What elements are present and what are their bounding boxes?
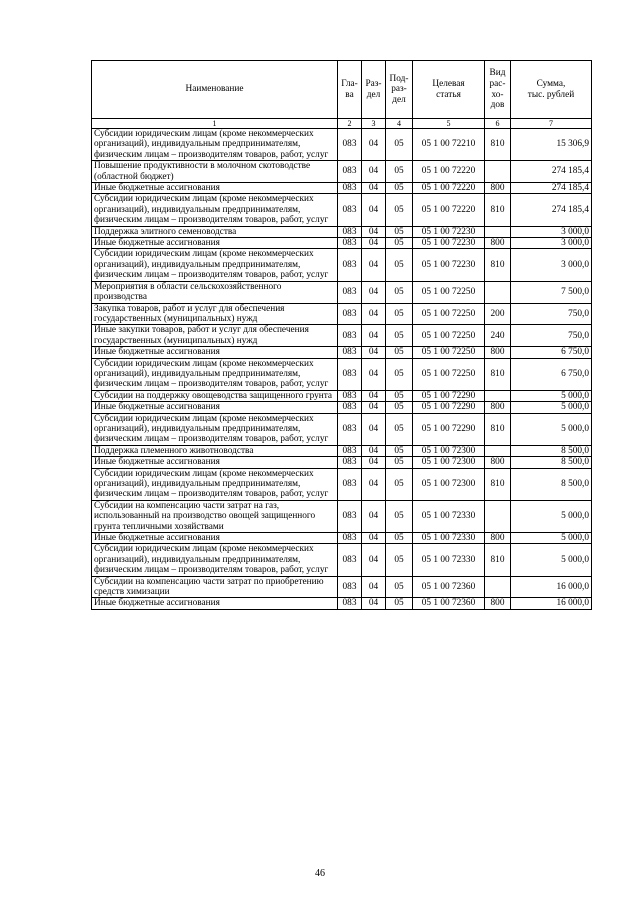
cell-subsection: 05 — [386, 249, 413, 281]
cell-sum: 750,0 — [511, 325, 592, 347]
cell-sum: 5 000,0 — [511, 402, 592, 413]
cell-chapter: 083 — [338, 325, 362, 347]
cell-sum: 3 000,0 — [511, 226, 592, 237]
cell-subsection: 05 — [386, 468, 413, 500]
header-target: Целевая статья — [413, 61, 485, 119]
cell-expense-type: 810 — [485, 468, 511, 500]
cell-chapter: 083 — [338, 129, 362, 161]
column-number: 3 — [362, 119, 386, 129]
cell-section: 04 — [362, 194, 386, 226]
cell-target: 05 1 00 72250 — [413, 358, 485, 390]
page-number: 46 — [315, 868, 325, 879]
table-row — [92, 325, 592, 347]
cell-chapter: 083 — [338, 303, 362, 325]
table-row — [92, 500, 592, 532]
column-number: 6 — [485, 119, 511, 129]
cell-subsection: 05 — [386, 303, 413, 325]
cell-expense-type — [485, 576, 511, 598]
column-number: 4 — [386, 119, 413, 129]
cell-expense-type: 800 — [485, 402, 511, 413]
header-section: Раз- дел — [362, 61, 386, 119]
cell-expense-type: 810 — [485, 358, 511, 390]
cell-expense-type: 810 — [485, 194, 511, 226]
cell-sum: 8 500,0 — [511, 457, 592, 468]
cell-subsection: 05 — [386, 598, 413, 609]
column-number: 5 — [413, 119, 485, 129]
table-body — [92, 129, 592, 610]
table-row — [92, 194, 592, 226]
cell-name: Иные бюджетные ассигнования — [92, 598, 338, 609]
cell-chapter: 083 — [338, 576, 362, 598]
cell-chapter: 083 — [338, 500, 362, 532]
header-name: Наименование — [92, 61, 338, 119]
cell-name: Мероприятия в области сельскохозяйственного производства — [92, 281, 338, 303]
cell-expense-type: 810 — [485, 129, 511, 161]
cell-subsection: 05 — [386, 161, 413, 183]
cell-target: 05 1 00 72230 — [413, 238, 485, 249]
table-row — [92, 576, 592, 598]
cell-sum: 3 000,0 — [511, 238, 592, 249]
cell-section: 04 — [362, 129, 386, 161]
cell-expense-type: 200 — [485, 303, 511, 325]
cell-name: Закупка товаров, работ и услуг для обеспечения государственных (муниципальных) нужд — [92, 303, 338, 325]
cell-name: Иные бюджетные ассигнования — [92, 238, 338, 249]
cell-target: 05 1 00 72220 — [413, 161, 485, 183]
cell-subsection: 05 — [386, 238, 413, 249]
table-row — [92, 129, 592, 161]
table-row — [92, 249, 592, 281]
cell-section: 04 — [362, 358, 386, 390]
header-subsection: Под- раз- дел — [386, 61, 413, 119]
table-row — [92, 413, 592, 445]
cell-section: 04 — [362, 347, 386, 358]
column-number: 2 — [338, 119, 362, 129]
cell-section: 04 — [362, 238, 386, 249]
cell-expense-type: 800 — [485, 598, 511, 609]
cell-chapter: 083 — [338, 183, 362, 194]
column-number-row — [92, 119, 592, 129]
cell-subsection: 05 — [386, 347, 413, 358]
cell-subsection: 05 — [386, 281, 413, 303]
cell-sum: 5 000,0 — [511, 390, 592, 401]
cell-name: Иные бюджетные ассигнования — [92, 402, 338, 413]
cell-expense-type: 810 — [485, 413, 511, 445]
table-row — [92, 598, 592, 609]
cell-section: 04 — [362, 161, 386, 183]
cell-expense-type: 240 — [485, 325, 511, 347]
cell-sum: 3 000,0 — [511, 249, 592, 281]
cell-expense-type: 800 — [485, 347, 511, 358]
cell-name: Поддержка племенного животноводства — [92, 445, 338, 456]
cell-section: 04 — [362, 249, 386, 281]
cell-name: Повышение продуктивности в молочном скотоводстве (областной бюджет) — [92, 161, 338, 183]
cell-subsection: 05 — [386, 358, 413, 390]
cell-name: Субсидии юридическим лицам (кроме некоммерческих организаций), индивидуальным предпринимателям, физическим лицам – производителям товаров, работ, услуг — [92, 249, 338, 281]
cell-expense-type — [485, 226, 511, 237]
cell-target: 05 1 00 72330 — [413, 544, 485, 576]
cell-expense-type — [485, 281, 511, 303]
cell-subsection: 05 — [386, 544, 413, 576]
cell-expense-type: 810 — [485, 249, 511, 281]
cell-name: Иные закупки товаров, работ и услуг для обеспечения государственных (муниципальных) нужд — [92, 325, 338, 347]
cell-section: 04 — [362, 281, 386, 303]
cell-chapter: 083 — [338, 413, 362, 445]
header-sum: Сумма, тыс. рублей — [511, 61, 592, 119]
cell-subsection: 05 — [386, 194, 413, 226]
cell-subsection: 05 — [386, 226, 413, 237]
cell-subsection: 05 — [386, 533, 413, 544]
cell-chapter: 083 — [338, 347, 362, 358]
cell-target: 05 1 00 72290 — [413, 413, 485, 445]
cell-name: Субсидии юридическим лицам (кроме некоммерческих организаций), индивидуальным предпринимателям, физическим лицам – производителям товаров, работ, услуг — [92, 544, 338, 576]
cell-expense-type: 810 — [485, 544, 511, 576]
cell-name: Субсидии юридическим лицам (кроме некоммерческих организаций), индивидуальным предпринимателям, физическим лицам – производителям товаров, работ, услуг — [92, 129, 338, 161]
cell-chapter: 083 — [338, 161, 362, 183]
cell-section: 04 — [362, 390, 386, 401]
table-row — [92, 226, 592, 237]
cell-section: 04 — [362, 226, 386, 237]
cell-subsection: 05 — [386, 457, 413, 468]
table-row — [92, 183, 592, 194]
cell-expense-type: 800 — [485, 183, 511, 194]
cell-target: 05 1 00 72250 — [413, 325, 485, 347]
cell-name: Иные бюджетные ассигнования — [92, 533, 338, 544]
cell-section: 04 — [362, 533, 386, 544]
table-row — [92, 390, 592, 401]
cell-name: Иные бюджетные ассигнования — [92, 347, 338, 358]
header-expense-type: Вид рас- хо- дов — [485, 61, 511, 119]
cell-expense-type — [485, 500, 511, 532]
table-row — [92, 347, 592, 358]
cell-target: 05 1 00 72250 — [413, 281, 485, 303]
cell-chapter: 083 — [338, 544, 362, 576]
cell-chapter: 083 — [338, 390, 362, 401]
cell-section: 04 — [362, 468, 386, 500]
cell-section: 04 — [362, 576, 386, 598]
cell-subsection: 05 — [386, 445, 413, 456]
cell-subsection: 05 — [386, 402, 413, 413]
cell-expense-type — [485, 390, 511, 401]
cell-section: 04 — [362, 303, 386, 325]
cell-sum: 16 000,0 — [511, 598, 592, 609]
cell-chapter: 083 — [338, 445, 362, 456]
table-row — [92, 303, 592, 325]
cell-sum: 8 500,0 — [511, 468, 592, 500]
table-row — [92, 533, 592, 544]
column-number: 7 — [511, 119, 592, 129]
cell-subsection: 05 — [386, 413, 413, 445]
cell-name: Субсидии юридическим лицам (кроме некоммерческих организаций), индивидуальным предпринимателям, физическим лицам – производителям товаров, работ, услуг — [92, 194, 338, 226]
cell-name: Субсидии на компенсацию части затрат на газ, использованный на производство овощей защищенного грунта тепличными хозяйствами — [92, 500, 338, 532]
cell-sum: 6 750,0 — [511, 347, 592, 358]
cell-name: Субсидии юридическим лицам (кроме некоммерческих организаций), индивидуальным предпринимателям, физическим лицам – производителям товаров, работ, услуг — [92, 413, 338, 445]
table-row — [92, 457, 592, 468]
cell-chapter: 083 — [338, 194, 362, 226]
cell-name: Иные бюджетные ассигнования — [92, 183, 338, 194]
cell-target: 05 1 00 72220 — [413, 183, 485, 194]
cell-chapter: 083 — [338, 238, 362, 249]
cell-name: Поддержка элитного семеноводства — [92, 226, 338, 237]
cell-sum: 6 750,0 — [511, 358, 592, 390]
cell-target: 05 1 00 72230 — [413, 249, 485, 281]
cell-sum: 5 000,0 — [511, 500, 592, 532]
table-row — [92, 358, 592, 390]
cell-section: 04 — [362, 413, 386, 445]
cell-chapter: 083 — [338, 249, 362, 281]
cell-target: 05 1 00 72250 — [413, 303, 485, 325]
cell-chapter: 083 — [338, 358, 362, 390]
cell-target: 05 1 00 72220 — [413, 194, 485, 226]
cell-sum: 5 000,0 — [511, 413, 592, 445]
table-row — [92, 468, 592, 500]
cell-name: Субсидии на поддержку овощеводства защищенного грунта — [92, 390, 338, 401]
cell-sum: 750,0 — [511, 303, 592, 325]
table-row — [92, 281, 592, 303]
cell-target: 05 1 00 72230 — [413, 226, 485, 237]
column-number: 1 — [92, 119, 338, 129]
header-chapter: Гла- ва — [338, 61, 362, 119]
cell-section: 04 — [362, 598, 386, 609]
cell-chapter: 083 — [338, 468, 362, 500]
cell-target: 05 1 00 72330 — [413, 500, 485, 532]
cell-target: 05 1 00 72300 — [413, 457, 485, 468]
cell-subsection: 05 — [386, 390, 413, 401]
table-row — [92, 402, 592, 413]
cell-expense-type: 800 — [485, 457, 511, 468]
cell-chapter: 083 — [338, 281, 362, 303]
cell-expense-type: 800 — [485, 238, 511, 249]
cell-subsection: 05 — [386, 500, 413, 532]
table-row — [92, 544, 592, 576]
table-row — [92, 161, 592, 183]
cell-sum: 5 000,0 — [511, 533, 592, 544]
cell-section: 04 — [362, 183, 386, 194]
cell-section: 04 — [362, 544, 386, 576]
cell-target: 05 1 00 72210 — [413, 129, 485, 161]
budget-table — [91, 60, 592, 610]
cell-name: Иные бюджетные ассигнования — [92, 457, 338, 468]
cell-target: 05 1 00 72300 — [413, 445, 485, 456]
cell-subsection: 05 — [386, 183, 413, 194]
cell-sum: 7 500,0 — [511, 281, 592, 303]
cell-subsection: 05 — [386, 576, 413, 598]
cell-target: 05 1 00 72360 — [413, 598, 485, 609]
cell-chapter: 083 — [338, 402, 362, 413]
cell-target: 05 1 00 72360 — [413, 576, 485, 598]
table-row — [92, 238, 592, 249]
cell-section: 04 — [362, 325, 386, 347]
cell-expense-type: 800 — [485, 533, 511, 544]
cell-section: 04 — [362, 500, 386, 532]
cell-sum: 274 185,4 — [511, 161, 592, 183]
cell-name: Субсидии юридическим лицам (кроме некоммерческих организаций), индивидуальным предпринимателям, физическим лицам – производителям товаров, работ, услуг — [92, 358, 338, 390]
cell-target: 05 1 00 72250 — [413, 347, 485, 358]
cell-sum: 5 000,0 — [511, 544, 592, 576]
cell-expense-type — [485, 161, 511, 183]
header-row — [92, 61, 592, 119]
cell-subsection: 05 — [386, 325, 413, 347]
cell-sum: 274 185,4 — [511, 183, 592, 194]
cell-sum: 8 500,0 — [511, 445, 592, 456]
cell-target: 05 1 00 72300 — [413, 468, 485, 500]
cell-expense-type — [485, 445, 511, 456]
cell-chapter: 083 — [338, 457, 362, 468]
cell-subsection: 05 — [386, 129, 413, 161]
cell-section: 04 — [362, 457, 386, 468]
cell-target: 05 1 00 72290 — [413, 402, 485, 413]
cell-sum: 15 306,9 — [511, 129, 592, 161]
cell-chapter: 083 — [338, 598, 362, 609]
cell-chapter: 083 — [338, 533, 362, 544]
cell-sum: 274 185,4 — [511, 194, 592, 226]
cell-chapter: 083 — [338, 226, 362, 237]
table-row — [92, 445, 592, 456]
cell-section: 04 — [362, 445, 386, 456]
cell-section: 04 — [362, 402, 386, 413]
cell-target: 05 1 00 72290 — [413, 390, 485, 401]
cell-sum: 16 000,0 — [511, 576, 592, 598]
cell-name: Субсидии на компенсацию части затрат по приобретению средств химизации — [92, 576, 338, 598]
cell-target: 05 1 00 72330 — [413, 533, 485, 544]
cell-name: Субсидии юридическим лицам (кроме некоммерческих организаций), индивидуальным предпринимателям, физическим лицам – производителям товаров, работ, услуг — [92, 468, 338, 500]
